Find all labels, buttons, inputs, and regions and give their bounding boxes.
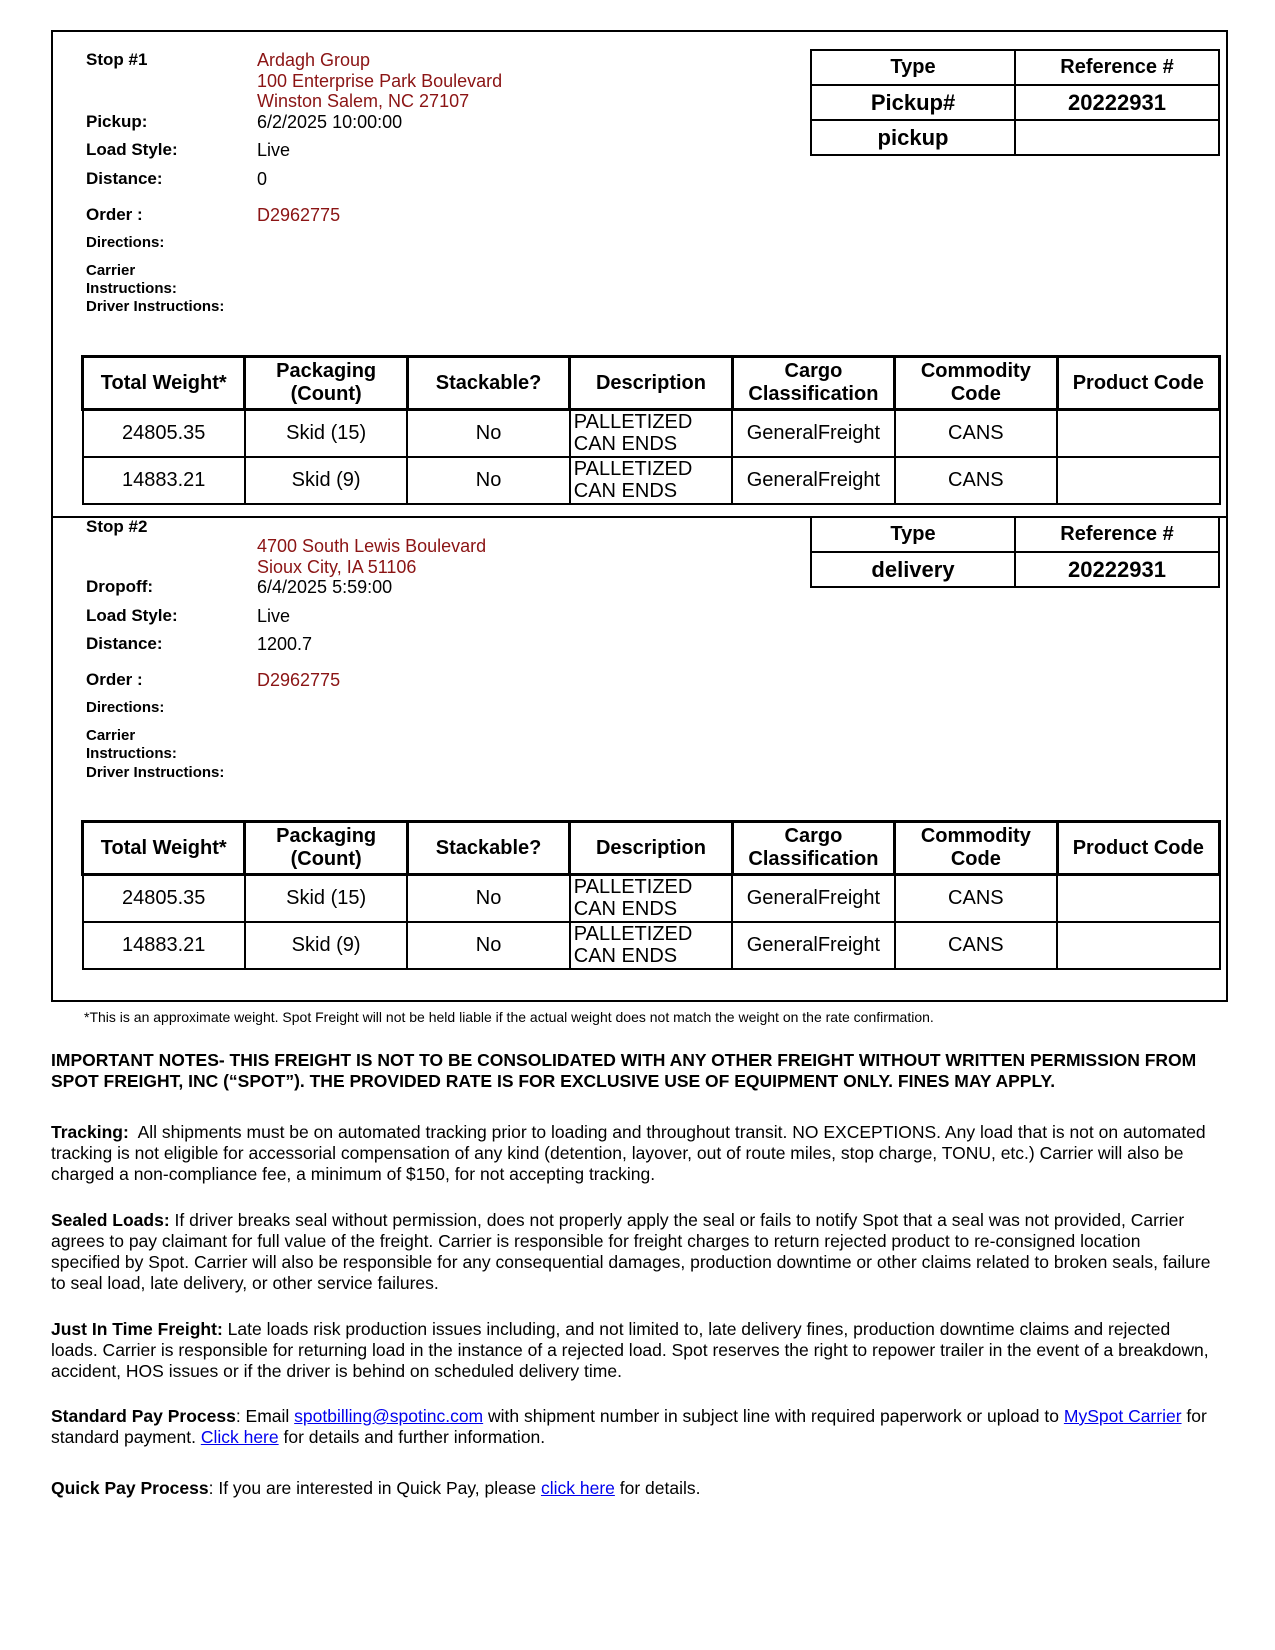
ref-type: Pickup# [811, 85, 1015, 120]
quick-pay-text: for details. [614, 1478, 701, 1498]
directions-label: Directions: [86, 699, 165, 716]
col-total-weight: Total Weight* [83, 822, 245, 875]
cell-classification: GeneralFreight [732, 457, 894, 504]
tracking-label: Tracking: [51, 1122, 129, 1142]
dropoff-time: 6/4/2025 5:59:00 [257, 577, 393, 597]
cell-stackable: No [407, 922, 569, 969]
cell-stackable: No [407, 875, 569, 922]
stop-address-line-2: Winston Salem, NC 27107 [257, 91, 470, 111]
stop-company: Ardagh Group [257, 50, 371, 70]
ref-header-reference: Reference # [1015, 517, 1219, 552]
col-product-code: Product Code [1057, 357, 1219, 410]
carrier-instructions-label: Carrier [86, 727, 136, 744]
order-number: D2962775 [257, 670, 341, 690]
standard-pay-click-here-link[interactable]: Click here [200, 1427, 279, 1447]
jit-freight-text: Late loads risk production issues including, and not limited to, late delivery fines, production downtime claims and rejected loads. Carrier is responsible for returning load in the instance of a rejected load. Spot reserves the right to repower trailer in the event of a breakdown, accident, HOS issues or if the driver is behind on scheduled delivery time. [51, 1319, 1209, 1381]
col-packaging: Packaging (Count) [245, 822, 407, 875]
order-label: Order : [86, 205, 143, 224]
cell-weight: 14883.21 [83, 922, 245, 969]
ref-type: pickup [811, 120, 1015, 155]
cell-classification: GeneralFreight [732, 875, 894, 922]
cell-description: PALLETIZED CAN ENDS [570, 922, 732, 969]
cell-packaging: Skid (15) [245, 410, 407, 457]
table-row [83, 922, 1220, 969]
distance-value: 0 [257, 169, 268, 189]
sealed-loads-label: Sealed Loads: [51, 1210, 170, 1230]
load-style-value: Live [257, 140, 291, 160]
col-stackable: Stackable? [407, 822, 569, 875]
sealed-loads-text: If driver breaks seal without permission, does not properly apply the seal or fails to notify Spot that a seal was not provided, Carrier agrees to pay claimant for full value of the freight. Carrier is responsible for freight charges to return rejected product to re-consigned location specified by Spot. Carrier will also be responsible for any consequential damages, production downtime or other claims related to broken seals, failure to seal load, late delivery, or other service failures. [51, 1210, 1211, 1293]
important-notes: IMPORTANT NOTES- THIS FREIGHT IS NOT TO BE CONSOLIDATED WITH ANY OTHER FREIGHT WITHOUT WRITTEN PERMISSION FROM SPOT FREIGHT, INC (“SPOT”). THE PROVIDED RATE IS FOR EXCLUSIVE USE OF EQUIPMENT ONLY. FINES MAY APPLY. [51, 1050, 1197, 1091]
table-row [83, 875, 1220, 922]
quick-pay-label: Quick Pay Process [51, 1478, 209, 1498]
stop-address-line-1: 100 Enterprise Park Boulevard [257, 71, 503, 91]
cargo-table [81, 820, 1221, 970]
quick-pay-text: : If you are interested in Quick Pay, please [208, 1478, 541, 1498]
cell-weight: 24805.35 [83, 875, 245, 922]
col-total-weight: Total Weight* [83, 357, 245, 410]
pickup-time: 6/2/2025 10:00:00 [257, 112, 403, 132]
cell-description: PALLETIZED CAN ENDS [570, 457, 732, 504]
weight-footnote: *This is an approximate weight. Spot Freight will not be held liable if the actual weight does not match the weight on the rate confirmation. [84, 1009, 934, 1025]
table-row [83, 410, 1220, 457]
jit-freight-label: Just In Time Freight: [51, 1319, 223, 1339]
cell-product-code [1057, 922, 1219, 969]
dropoff-label: Dropoff: [86, 577, 154, 596]
driver-instructions-label: Driver Instructions: [86, 298, 225, 315]
carrier-instructions-label: Carrier [86, 262, 136, 279]
cell-product-code [1057, 457, 1219, 504]
carrier-instructions-label: Instructions: [86, 280, 177, 297]
col-stackable: Stackable? [407, 357, 569, 410]
distance-label: Distance: [86, 634, 163, 653]
col-cargo-classification: Cargo Classification [732, 357, 894, 410]
col-description: Description [570, 357, 732, 410]
col-description: Description [570, 822, 732, 875]
ref-header-type: Type [811, 517, 1015, 552]
ref-number [1015, 120, 1219, 155]
directions-label: Directions: [86, 234, 165, 251]
load-style-label: Load Style: [86, 140, 178, 159]
cell-commodity: CANS [895, 410, 1057, 457]
cell-packaging: Skid (9) [245, 457, 407, 504]
cell-commodity: CANS [895, 875, 1057, 922]
sealed-loads-note [51, 1210, 1211, 1294]
reference-table [810, 49, 1220, 156]
pickup-label: Pickup: [86, 112, 148, 131]
billing-email-link[interactable]: spotbilling@spotinc.com [294, 1406, 484, 1426]
distance-label: Distance: [86, 169, 163, 188]
ref-number: 20222931 [1015, 85, 1219, 120]
col-product-code: Product Code [1057, 822, 1219, 875]
stop-address-line-2: Sioux City, IA 51106 [257, 557, 417, 577]
cell-description: PALLETIZED CAN ENDS [570, 410, 732, 457]
load-style-value: Live [257, 606, 291, 626]
distance-value: 1200.7 [257, 634, 313, 654]
ref-header-reference: Reference # [1015, 50, 1219, 85]
cell-stackable: No [407, 457, 569, 504]
col-cargo-classification: Cargo Classification [732, 822, 894, 875]
cargo-table [81, 355, 1221, 505]
cell-description: PALLETIZED CAN ENDS [570, 875, 732, 922]
standard-pay-text: with shipment number in subject line with required paperwork or upload to [483, 1406, 1064, 1426]
cell-classification: GeneralFreight [732, 922, 894, 969]
cell-commodity: CANS [895, 457, 1057, 504]
cell-packaging: Skid (9) [245, 922, 407, 969]
stop-title: Stop #2 [86, 517, 148, 536]
ref-number: 20222931 [1015, 552, 1219, 587]
col-commodity-code: Commodity Code [895, 822, 1057, 875]
driver-instructions-label: Driver Instructions: [86, 764, 225, 781]
cell-product-code [1057, 875, 1219, 922]
ref-type: delivery [811, 552, 1015, 587]
col-packaging: Packaging (Count) [245, 357, 407, 410]
carrier-instructions-label: Instructions: [86, 745, 177, 762]
stop-section-1 [51, 30, 1228, 517]
ref-header-type: Type [811, 50, 1015, 85]
order-label: Order : [86, 670, 143, 689]
standard-pay-text: for standard payment. [51, 1406, 1207, 1447]
tracking-text: All shipments must be on automated tracking prior to loading and throughout transit. NO EXCEPTIONS. Any load that is not on automated tracking is not eligible for accessorial compensation of any kind (detention, layover, out of route miles, stop charge, TONU, etc.) Carrier will also be charged a non-compliance fee, a minimum of $150, for not accepting tracking. [51, 1122, 1206, 1184]
jit-freight-note [51, 1319, 1211, 1382]
cell-product-code [1057, 410, 1219, 457]
cell-packaging: Skid (15) [245, 875, 407, 922]
reference-table [810, 516, 1220, 588]
quick-pay-click-here-link[interactable]: click here [540, 1478, 615, 1498]
stop-address-line-1: 4700 South Lewis Boulevard [257, 536, 487, 556]
order-number: D2962775 [257, 205, 341, 225]
standard-pay-text: : Email [235, 1406, 295, 1426]
cell-weight: 24805.35 [83, 410, 245, 457]
standard-pay-text: for details and further information. [278, 1427, 546, 1447]
col-commodity-code: Commodity Code [895, 357, 1057, 410]
quick-pay-note [51, 1478, 1211, 1499]
cell-weight: 14883.21 [83, 457, 245, 504]
standard-pay-note [51, 1406, 1211, 1448]
cell-commodity: CANS [895, 922, 1057, 969]
cell-stackable: No [407, 410, 569, 457]
table-row [83, 457, 1220, 504]
tracking-note [51, 1122, 1211, 1185]
load-style-label: Load Style: [86, 606, 178, 625]
stop-title: Stop #1 [86, 50, 148, 69]
standard-pay-label: Standard Pay Process [51, 1406, 236, 1426]
stop-section-2 [51, 516, 1228, 1002]
cell-classification: GeneralFreight [732, 410, 894, 457]
myspot-carrier-link[interactable]: MySpot Carrier [1063, 1406, 1182, 1426]
